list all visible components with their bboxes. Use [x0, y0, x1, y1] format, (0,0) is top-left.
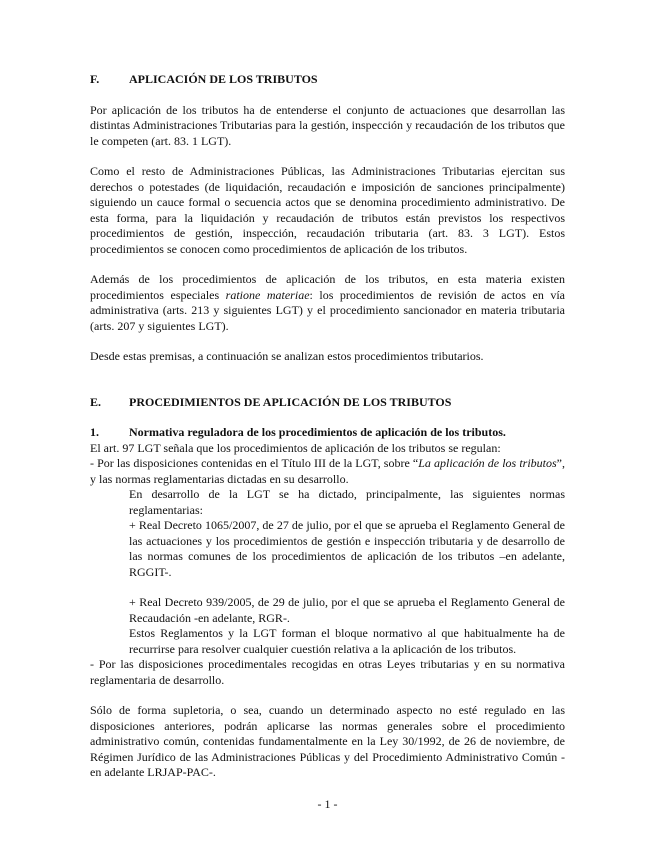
subsection-1-title: Normativa reguladora de los procedimientos de aplicación de los tributos. [129, 425, 506, 439]
list-item-1-text-b: ”, y las normas reglamentarias dictadas en su desarrollo. [90, 456, 565, 486]
list-item-1-text-a: - Por las disposiciones contenidas en el Título III de la LGT, sobre “ [90, 456, 419, 470]
section-f-paragraph-1: Por aplicación de los tributos ha de entenderse el conjunto de actuaciones que desarrollan las distintas Administraciones Tributarias para la gestión, inspección y recaudación de los tributos que le competen (art. 83. 1 LGT). [90, 102, 565, 148]
section-f-paragraph-4: Desde estas premisas, a continuación se analizan estos procedimientos tributarios. [90, 349, 484, 363]
indented-paragraph-1: En desarrollo de la LGT se ha dictado, principalmente, las siguientes normas reglamentarias: [129, 487, 565, 517]
paragraph-3-text-a: Además de los procedimientos de aplicación de los tributos, en esta materia existen procedimientos especiales [90, 272, 565, 302]
section-e-heading [90, 395, 565, 411]
document-body [90, 72, 565, 781]
section-f-heading [90, 72, 565, 88]
subsection-1-number: 1. [90, 425, 99, 439]
subsection-1-heading [90, 425, 565, 441]
section-f-number: F. [90, 72, 100, 86]
list-item-2: - Por las disposiciones procedimentales recogidas en otras Leyes tributarias y en su normativa reglamentaria de desarrollo. [90, 657, 565, 687]
page-number: - 1 - [317, 797, 338, 811]
indented-paragraph-4: Estos Reglamentos y la LGT forman el bloque normativo al que habitualmente ha de recurrirse para resolver cualquier cuestión relativa a la aplicación de los tributos. [129, 626, 565, 656]
section-e-number: E. [90, 394, 102, 409]
paragraph-3-text-b: : los procedimientos de revisión de actos en vía administrativa (arts. 213 y siguientes LGT) y el procedimiento sancionador en materia tributaria (arts. 207 y siguientes LGT). [90, 287, 565, 333]
section-e-final-paragraph: Sólo de forma supletoria, o sea, cuando un determinado aspecto no esté regulado en las disposiciones anteriores, podrán aplicarse las normas generales sobre el procedimiento administrativo común, contenidas fundamentalmente en la Ley 30/1992, de 26 de noviembre, de Régimen Jurídico de las Administraciones Públicas y del Procedimiento Administrativo Común -en adelante LRJAP-PAC-. [90, 703, 565, 779]
section-f-title: APLICACIÓN DE LOS TRIBUTOS [129, 72, 318, 86]
section-f-paragraph-2: Como el resto de Administraciones Públicas, las Administraciones Tributarias ejercitan sus derechos o potestades (de liquidación, recaudación e imposición de sanciones principalmente) siguiendo un cauce formal o secuencia actos que se denomina procedimiento administrativo. De esta forma, para la liquidación y recaudación de tributos están previstos los respectivos procedimientos de gestión, inspección, recaudación tributaria (art. 83. 3 LGT). Estos procedimientos se conocen como procedimientos de aplicación de los tributos. [90, 164, 565, 256]
section-f-paragraph-3 [90, 272, 565, 334]
section-e-intro: El art. 97 LGT señala que los procedimientos de aplicación de los tributos se regulan: [90, 440, 501, 455]
indented-paragraph-2: + Real Decreto 1065/2007, de 27 de julio, por el que se aprueba el Reglamento General de las actuaciones y los procedimientos de gestión e inspección tributaria y de desarrollo de las normas comunes de los procedimientos de aplicación de los tributos –en adelante, RGGIT-. [129, 518, 565, 579]
list-item-1 [90, 456, 565, 487]
list-item-1-italic: La aplicación de los tributos [418, 456, 557, 470]
section-e-title: PROCEDIMIENTOS DE APLICACIÓN DE LOS TRIBUTOS [129, 394, 452, 409]
paragraph-3-italic: ratione materiae [225, 287, 310, 302]
indented-paragraph-3: + Real Decreto 939/2005, de 29 de julio, por el que se aprueba el Reglamento General de Recaudación -en adelante, RGR-. [129, 595, 565, 625]
